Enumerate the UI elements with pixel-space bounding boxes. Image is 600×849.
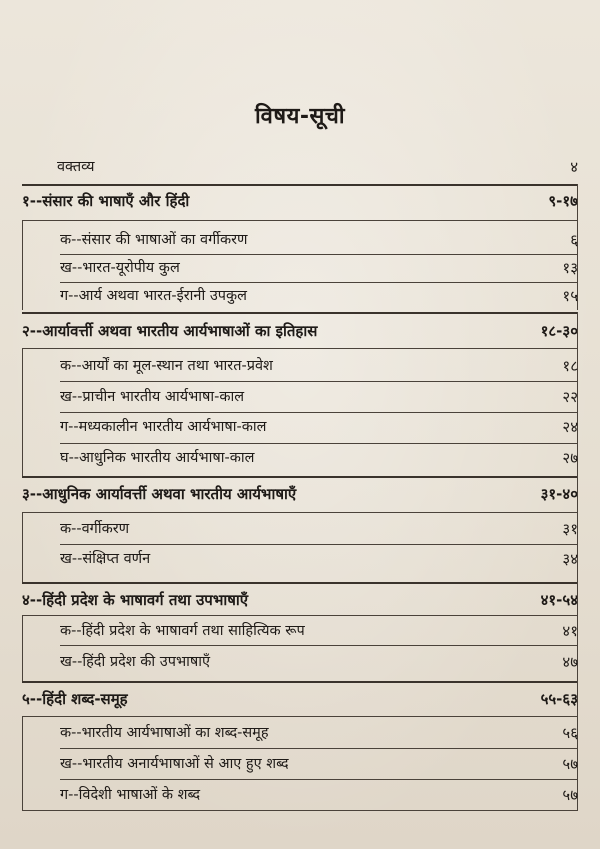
row-divider bbox=[22, 220, 578, 221]
toc-item bbox=[22, 548, 578, 570]
toc-item bbox=[22, 229, 578, 251]
chapter-page-range: ४१-५४ bbox=[540, 591, 578, 609]
toc-item-label: ख--प्राचीन भारतीय आर्यभाषा-काल bbox=[60, 389, 245, 405]
row-divider bbox=[22, 512, 578, 513]
toc-item-label: ग--मध्यकालीन भारतीय आर्यभाषा-काल bbox=[60, 419, 267, 435]
toc-item-page: ३४ bbox=[562, 550, 578, 568]
section-divider bbox=[22, 810, 578, 811]
toc-chapter-4 bbox=[22, 589, 578, 611]
toc-item-page: १३ bbox=[562, 259, 578, 277]
chapter-title: ४--हिंदी प्रदेश के भाषावर्ग तथा उपभाषाएँ bbox=[22, 591, 249, 609]
toc-chapter-1 bbox=[22, 190, 578, 212]
row-divider bbox=[60, 381, 578, 382]
chapter-page-range: ३१-४० bbox=[540, 485, 578, 503]
toc-item-page: ४७ bbox=[562, 653, 578, 671]
chapter-page-range: १८-३० bbox=[540, 322, 578, 340]
toc-item-label: क--वर्गीकरण bbox=[60, 521, 130, 537]
row-divider bbox=[22, 615, 578, 616]
toc-row-intro bbox=[22, 156, 578, 178]
chapter-page-range: ५५-६३ bbox=[540, 690, 578, 708]
toc-item bbox=[22, 386, 578, 408]
chapter-page-range: ९-१७ bbox=[548, 192, 578, 210]
section-divider bbox=[22, 184, 578, 186]
toc-item-page: २७ bbox=[562, 449, 578, 467]
toc-item bbox=[22, 416, 578, 438]
row-divider bbox=[60, 412, 578, 413]
toc-chapter-5 bbox=[22, 688, 578, 710]
section-divider bbox=[22, 476, 578, 478]
toc-item-page: ३१ bbox=[562, 520, 578, 538]
toc-item-page: ५६ bbox=[562, 724, 578, 742]
toc-item-label: क--भारतीय आर्यभाषाओं का शब्द-समूह bbox=[60, 725, 269, 741]
toc-item-page: २२ bbox=[562, 388, 578, 406]
toc-item-label: घ--आधुनिक भारतीय आर्यभाषा-काल bbox=[60, 450, 255, 466]
toc-item-page: २४ bbox=[562, 418, 578, 436]
toc-item-label: ख--संक्षिप्त वर्णन bbox=[60, 551, 151, 567]
toc-item-label: ख--हिंदी प्रदेश की उपभाषाएँ bbox=[60, 654, 211, 670]
toc-item-page: १८ bbox=[562, 357, 578, 375]
toc-item bbox=[22, 257, 578, 279]
toc-item-page: ४१ bbox=[562, 622, 578, 640]
toc-item-label: ख--भारत-यूरोपीय कुल bbox=[60, 260, 180, 276]
chapter-title: १--संसार की भाषाएँ और हिंदी bbox=[22, 192, 190, 210]
toc-item bbox=[22, 285, 578, 307]
toc-item-page: ५७ bbox=[562, 786, 578, 804]
section-divider bbox=[22, 312, 578, 314]
toc-item-page: १५ bbox=[562, 287, 578, 305]
row-divider bbox=[22, 716, 578, 717]
row-divider bbox=[60, 254, 578, 255]
toc-item bbox=[22, 620, 578, 642]
page-title: विषय-सूची bbox=[254, 104, 346, 129]
toc-item-label: क--हिंदी प्रदेश के भाषावर्ग तथा साहित्यिक रूप bbox=[60, 623, 305, 639]
section-divider bbox=[22, 681, 578, 683]
toc-item-label: क--आर्यों का मूल-स्थान तथा भारत-प्रवेश bbox=[60, 358, 273, 374]
toc-item bbox=[22, 722, 578, 744]
toc-item bbox=[22, 753, 578, 775]
toc-item bbox=[22, 784, 578, 806]
section-divider bbox=[22, 582, 578, 584]
toc-item-label: ख--भारतीय अनार्यभाषाओं से आए हुए शब्द bbox=[60, 756, 289, 772]
toc-item-page: ६ bbox=[570, 231, 578, 249]
row-divider bbox=[60, 645, 578, 646]
row-divider bbox=[60, 748, 578, 749]
toc-chapter-3 bbox=[22, 483, 578, 505]
toc-item bbox=[22, 651, 578, 673]
toc-item bbox=[22, 447, 578, 469]
chapter-title: २--आर्यावर्त्ती अथवा भारतीय आर्यभाषाओं का इतिहास bbox=[22, 322, 318, 340]
toc-item-page: ५७ bbox=[562, 755, 578, 773]
row-divider bbox=[60, 443, 578, 444]
toc-item bbox=[22, 355, 578, 377]
chapter-title: ३--आधुनिक आर्यावर्त्ती अथवा भारतीय आर्यभाषाएँ bbox=[22, 485, 297, 503]
row-divider bbox=[60, 544, 578, 545]
row-divider bbox=[60, 779, 578, 780]
row-divider bbox=[22, 348, 578, 349]
toc-item bbox=[22, 518, 578, 540]
toc-item-label: ग--विदेशी भाषाओं के शब्द bbox=[60, 787, 201, 803]
toc-chapter-2 bbox=[22, 320, 578, 342]
toc-intro-label: वक्तव्य bbox=[57, 159, 95, 175]
toc-item-label: क--संसार की भाषाओं का वर्गीकरण bbox=[60, 232, 248, 248]
toc-intro-page: ४ bbox=[570, 158, 578, 176]
row-divider bbox=[60, 282, 578, 283]
chapter-title: ५--हिंदी शब्द-समूह bbox=[22, 690, 128, 708]
toc-item-label: ग--आर्य अथवा भारत-ईरानी उपकुल bbox=[60, 288, 247, 304]
